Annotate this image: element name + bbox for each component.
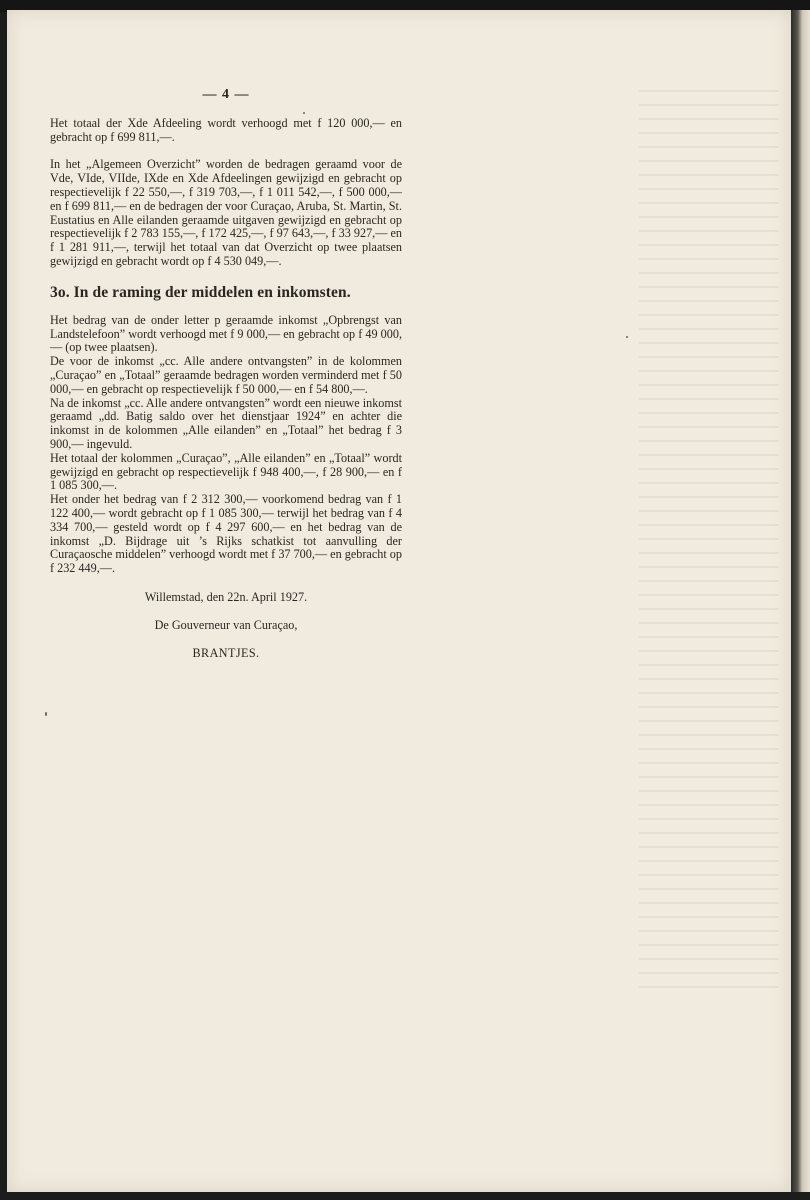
- paper-speck: [626, 336, 628, 338]
- signatory-title: De Gouverneur van Curaçao,: [154, 617, 298, 632]
- paragraph-batig-saldo: Na de inkomst „cc. Alle andere ontvangsten” wordt een nieuwe inkomst geraamd „dd. Batig saldo over het dienstjaar 1924” en achter die inkomst in de kolommen „Alle eilanden” en „Totaal” het bedrag f 3 900,— ingevuld.: [50, 395, 402, 451]
- signatory-name: BRANTJES.: [192, 645, 260, 660]
- show-through-text: [639, 90, 779, 990]
- paragraph-landstelefoon: Het bedrag van de onder letter p geraamde inkomst „Opbrengst van Landstelefoon” wordt verhoogd met f 9 000,— en gebracht op f 49 000,— (op twee plaatsen).: [50, 312, 402, 355]
- paper-speck: [45, 712, 47, 716]
- paragraph-xde-afdeeling: Het totaal der Xde Afdeeling wordt verhoogd met f 120 000,— en gebracht op f 699 811,—.: [50, 115, 402, 144]
- place-date: Willemstad, den 22n. April 1927.: [144, 589, 308, 604]
- paragraph-rijks-bijdrage: Het onder het bedrag van f 2 312 300,— voorkomend bedrag van f 1 122 400,— wordt gebracht op f 1 085 300,— terwijl het bedrag van f 4 334 700,— gesteld wordt op f 4 297 600,— en het bedrag van de inkomst „D. Bijdrage uit ’s Rijks schatkist tot aanvulling der Curaçaosche middelen” verhoogd wordt met f 37 700,— en gebracht op f 232 449,—.: [50, 492, 402, 576]
- page-number: — 4 —: [202, 87, 250, 102]
- section-heading: 3o. In de raming der middelen en inkomsten.: [50, 283, 351, 301]
- document-text: [50, 88, 402, 660]
- paragraph-algemeen-overzicht: In het „Algemeen Overzicht” worden de bedragen geraamd voor de Vde, VIde, VIIde, IXde en Xde Afdeelingen gewijzigd en gebracht op respectievelijk f 22 550,—, f 319 703,—, f 1 011 542,—, f 500 000,— en f 699 811,— en de bedragen der voor Curaçao, Aruba, St. Martin, St. Eustatius en Alle eilanden geraamde uitgaven gewijzigd en gebracht op respectievelijk f 2 783 155,—, f 172 425,—, f 97 643,—, f 33 927,— en f 1 281 911,—, terwijl het totaal van dat Overzicht op twee plaatsen gewijzigd en gebracht wordt op f 4 530 049,—.: [50, 157, 402, 268]
- paragraph-andere-ontvangsten: De voor de inkomst „cc. Alle andere ontvangsten” in de kolommen „Curaçao” en „Totaal” geraamde bedragen worden verminderd met f 50 000,— en gebracht op respectievelijk f 50 000,— en f 54 800,—.: [50, 354, 402, 396]
- page-edge: [791, 10, 810, 1192]
- paragraph-totaal-kolommen: Het totaal der kolommen „Curaçao”, „Alle eilanden” en „Totaal” wordt gewijzigd en gebracht op respectievelijk f 948 400,—, f 28 900,— en f 1 085 300,—.: [50, 450, 402, 493]
